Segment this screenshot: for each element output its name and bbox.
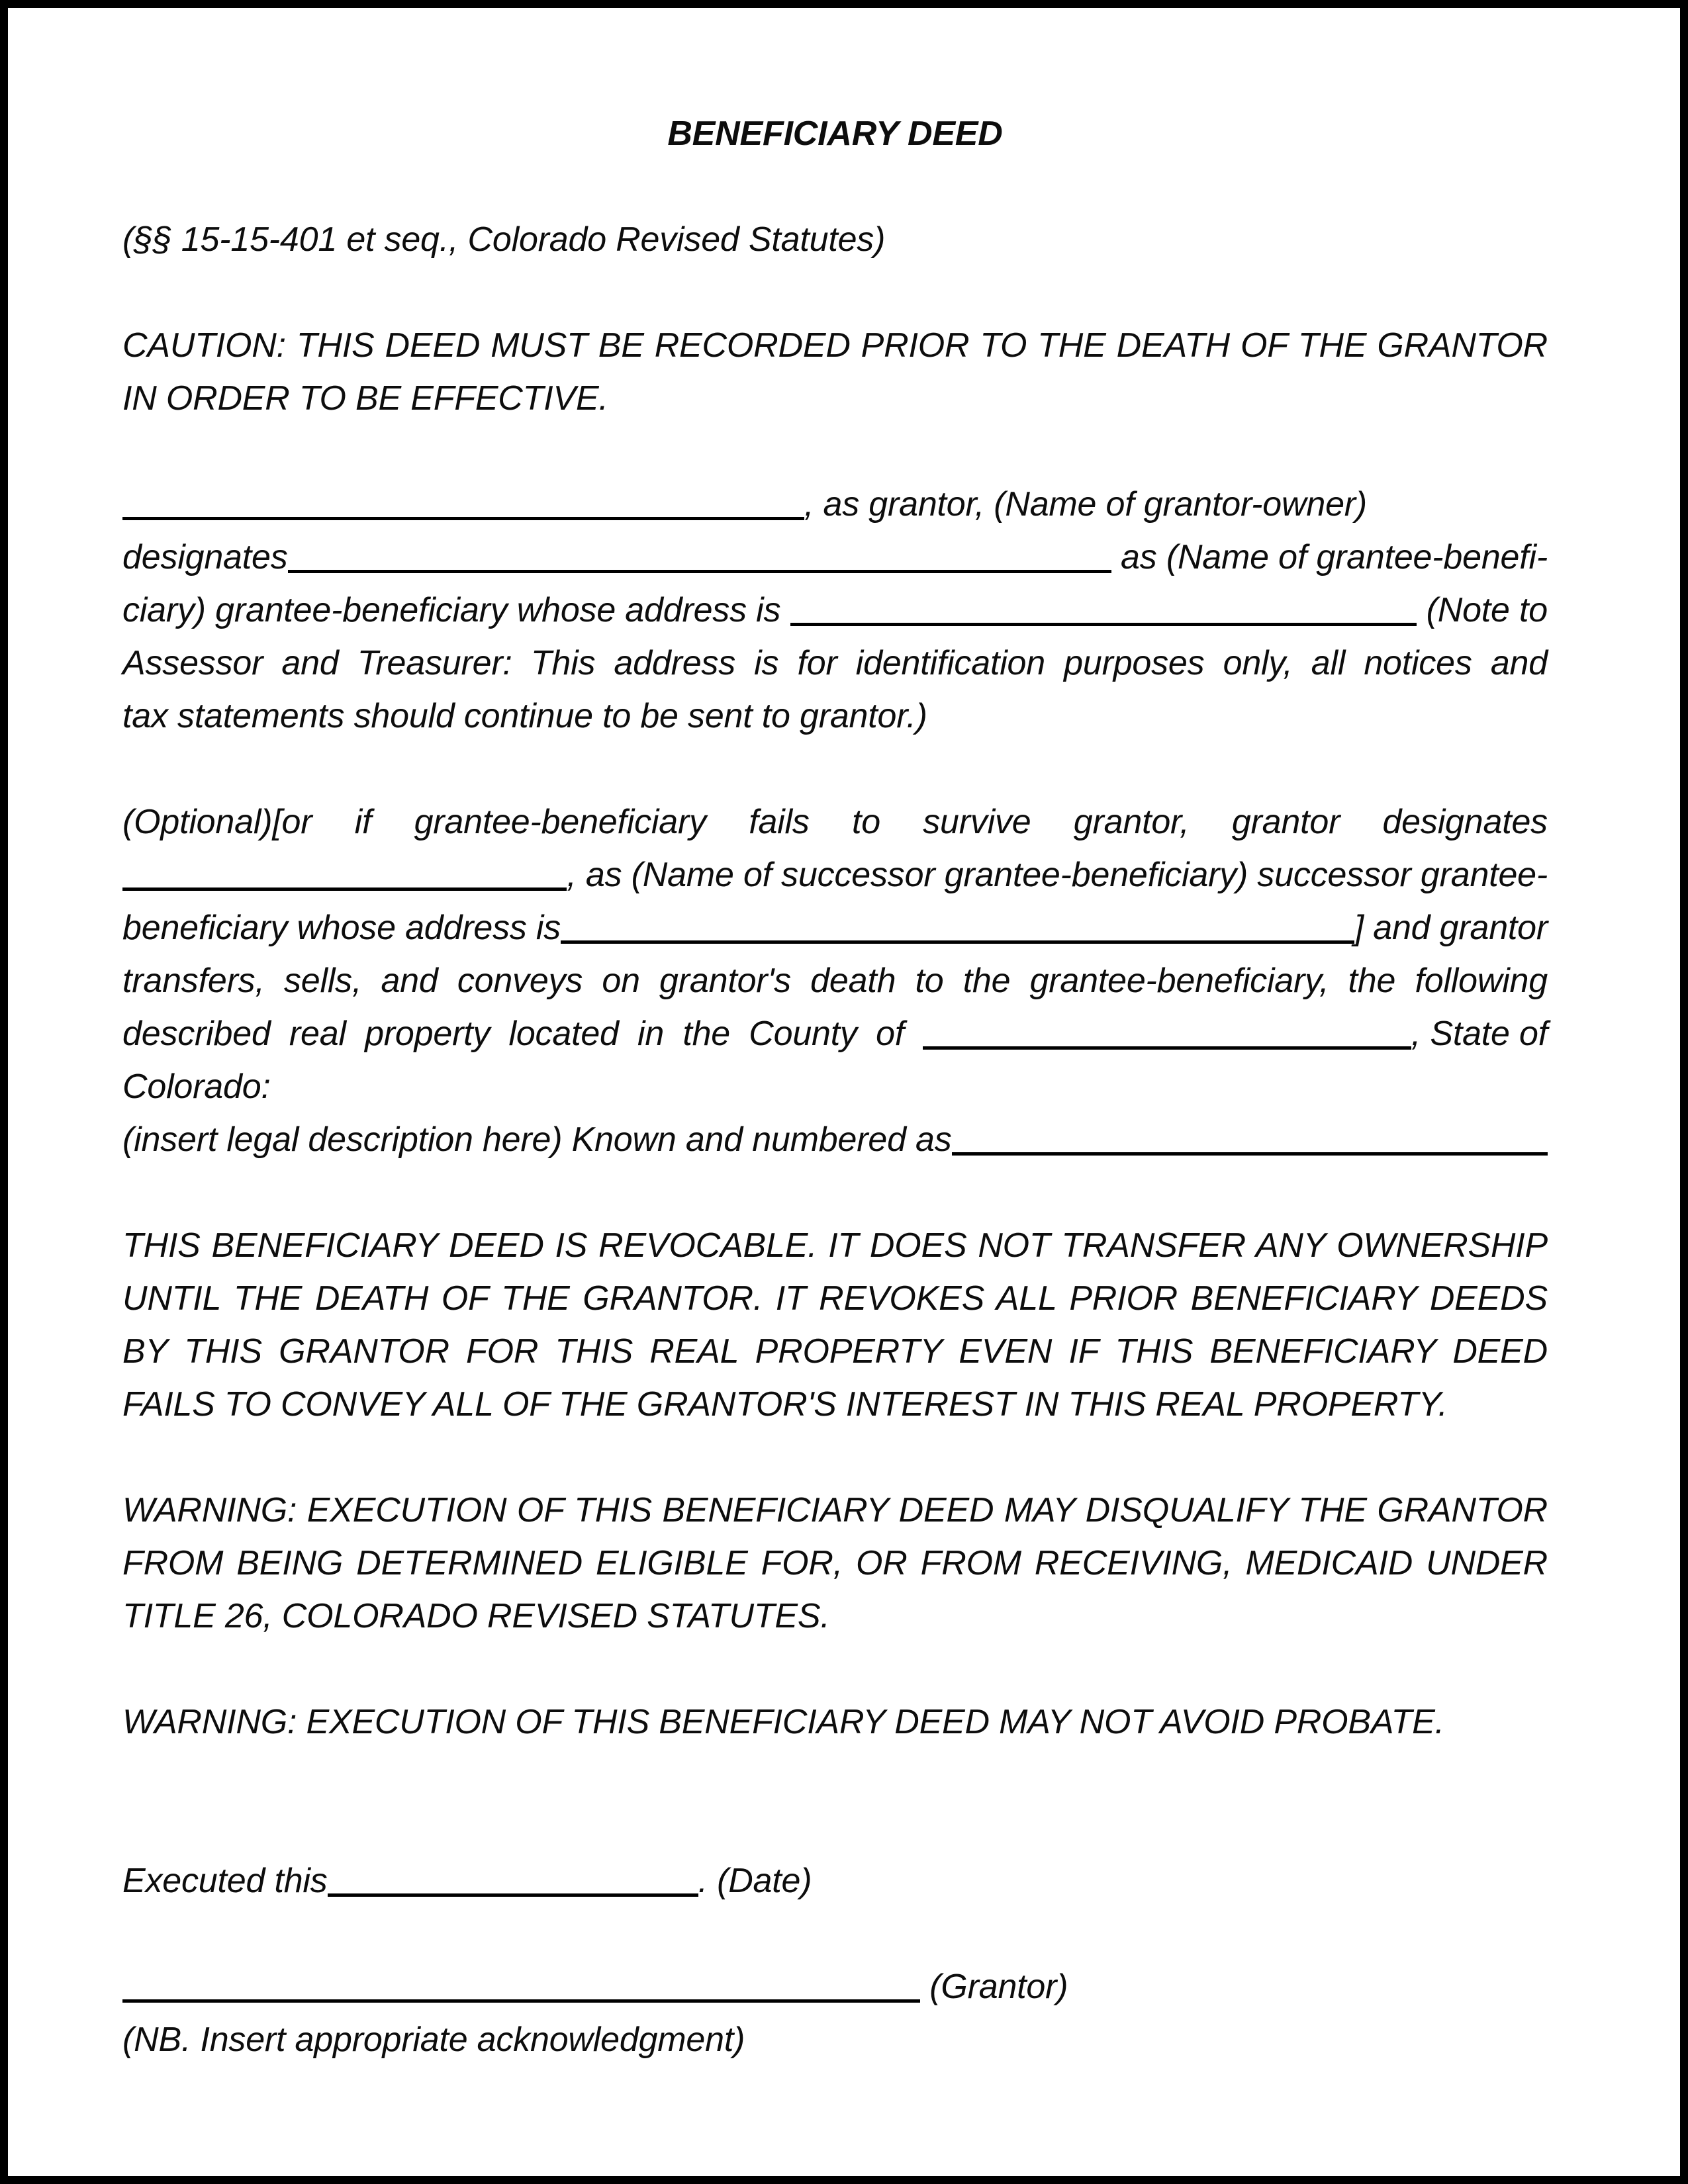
revocable-line-4: FAILS TO CONVEY ALL OF THE GRANTOR'S INTEREST IN THIS REAL PROPERTY. bbox=[122, 1385, 1448, 1424]
optional-line-1: (Optional)[or if grantee-beneficiary fails to survive grantor, grantor designates bbox=[122, 803, 1548, 841]
caution-line-2: IN ORDER TO BE EFFECTIVE. bbox=[122, 379, 608, 418]
grantee-address-label: ciary) grantee-beneficiary whose address is bbox=[122, 591, 790, 629]
county-line bbox=[122, 1007, 1548, 1060]
known-numbered-label: (insert legal description here) Known and numbered as bbox=[122, 1120, 952, 1159]
revocable-paragraph bbox=[122, 1219, 1548, 1431]
designation-paragraph bbox=[122, 478, 1548, 743]
warning-probate-line: WARNING: EXECUTION OF THIS BENEFICIARY DEED MAY NOT AVOID PROBATE. bbox=[122, 1703, 1444, 1741]
grantor-label: (Grantor) bbox=[920, 1968, 1068, 2006]
grantee-name-caption: as (Name of grantee-benefi- bbox=[1111, 538, 1548, 576]
county-label: described real property located in the County of bbox=[122, 1015, 923, 1053]
date-caption: . (Date) bbox=[698, 1862, 812, 1900]
revocable-line-1: THIS BENEFICIARY DEED IS REVOCABLE. IT DOES NOT TRANSFER ANY OWNERSHIP bbox=[122, 1226, 1548, 1265]
grantee-address-field[interactable] bbox=[790, 623, 1417, 626]
grantor-name-line bbox=[122, 478, 1548, 531]
statute-reference: (§§ 15-15-401 et seq., Colorado Revised Statutes) bbox=[122, 220, 886, 259]
grantee-beneficiary-name-field[interactable] bbox=[288, 570, 1111, 573]
grantee-name-line bbox=[122, 531, 1548, 584]
acknowledgment-note: (NB. Insert appropriate acknowledgment) bbox=[122, 2021, 745, 2059]
successor-name-line bbox=[122, 848, 1548, 901]
successor-address-field[interactable] bbox=[561, 940, 1354, 944]
grantee-address-line bbox=[122, 584, 1548, 637]
designates-label: designates bbox=[122, 538, 288, 576]
successor-address-label: beneficiary whose address is bbox=[122, 909, 561, 947]
warning-medicaid-line-2: FROM BEING DETERMINED ELIGIBLE FOR, OR FROM RECEIVING, MEDICAID UNDER bbox=[122, 1544, 1548, 1582]
executed-this-label: Executed this bbox=[122, 1862, 328, 1900]
grantor-signature-field[interactable] bbox=[122, 1999, 920, 2003]
legal-description-line bbox=[122, 1113, 1548, 1166]
warning-medicaid-paragraph bbox=[122, 1484, 1548, 1643]
statute-reference-paragraph bbox=[122, 213, 1548, 266]
state-of-text: , State of bbox=[1411, 1015, 1548, 1053]
grantor-name-caption: , as grantor, (Name of grantor-owner) bbox=[804, 485, 1368, 523]
note-to-text: (Note to bbox=[1417, 591, 1548, 629]
executed-line bbox=[122, 1854, 1548, 1907]
successor-address-line bbox=[122, 901, 1548, 954]
warning-medicaid-line-1: WARNING: EXECUTION OF THIS BENEFICIARY DEED MAY DISQUALIFY THE GRANTOR bbox=[122, 1491, 1548, 1529]
signature-block bbox=[122, 1960, 1548, 2066]
assessor-note-line-1: Assessor and Treasurer: This address is for identification purposes only, all notices and bbox=[122, 644, 1548, 682]
conveyance-line: transfers, sells, and conveys on grantor's death to the grantee-beneficiary, the following bbox=[122, 962, 1548, 1000]
revocable-line-2: UNTIL THE DEATH OF THE GRANTOR. IT REVOKES ALL PRIOR BENEFICIARY DEEDS bbox=[122, 1279, 1548, 1318]
caution-paragraph bbox=[122, 319, 1548, 425]
grantor-name-field[interactable] bbox=[122, 517, 804, 520]
known-numbered-field[interactable] bbox=[952, 1152, 1548, 1156]
successor-grantee-name-field[interactable] bbox=[122, 887, 567, 891]
grantor-signature-line bbox=[122, 1960, 1548, 2013]
warning-medicaid-line-3: TITLE 26, COLORADO REVISED STATUTES. bbox=[122, 1597, 830, 1635]
colorado-line: Colorado: bbox=[122, 1068, 271, 1106]
and-grantor-text: ] and grantor bbox=[1354, 909, 1548, 947]
caution-line-1: CAUTION: THIS DEED MUST BE RECORDED PRIOR TO THE DEATH OF THE GRANTOR bbox=[122, 326, 1548, 365]
successor-name-caption: , as (Name of successor grantee-beneficiary) successor grantee- bbox=[567, 856, 1548, 894]
execution-date-paragraph bbox=[122, 1854, 1548, 1907]
county-field[interactable] bbox=[923, 1046, 1411, 1050]
assessor-note-line-2: tax statements should continue to be sent to grantor.) bbox=[122, 697, 927, 735]
warning-probate-paragraph bbox=[122, 1696, 1548, 1749]
revocable-line-3: BY THIS GRANTOR FOR THIS REAL PROPERTY EVEN IF THIS BENEFICIARY DEED bbox=[122, 1332, 1548, 1371]
optional-successor-paragraph bbox=[122, 796, 1548, 1166]
date-field[interactable] bbox=[328, 1893, 698, 1897]
document-title: BENEFICIARY DEED bbox=[667, 114, 1003, 153]
